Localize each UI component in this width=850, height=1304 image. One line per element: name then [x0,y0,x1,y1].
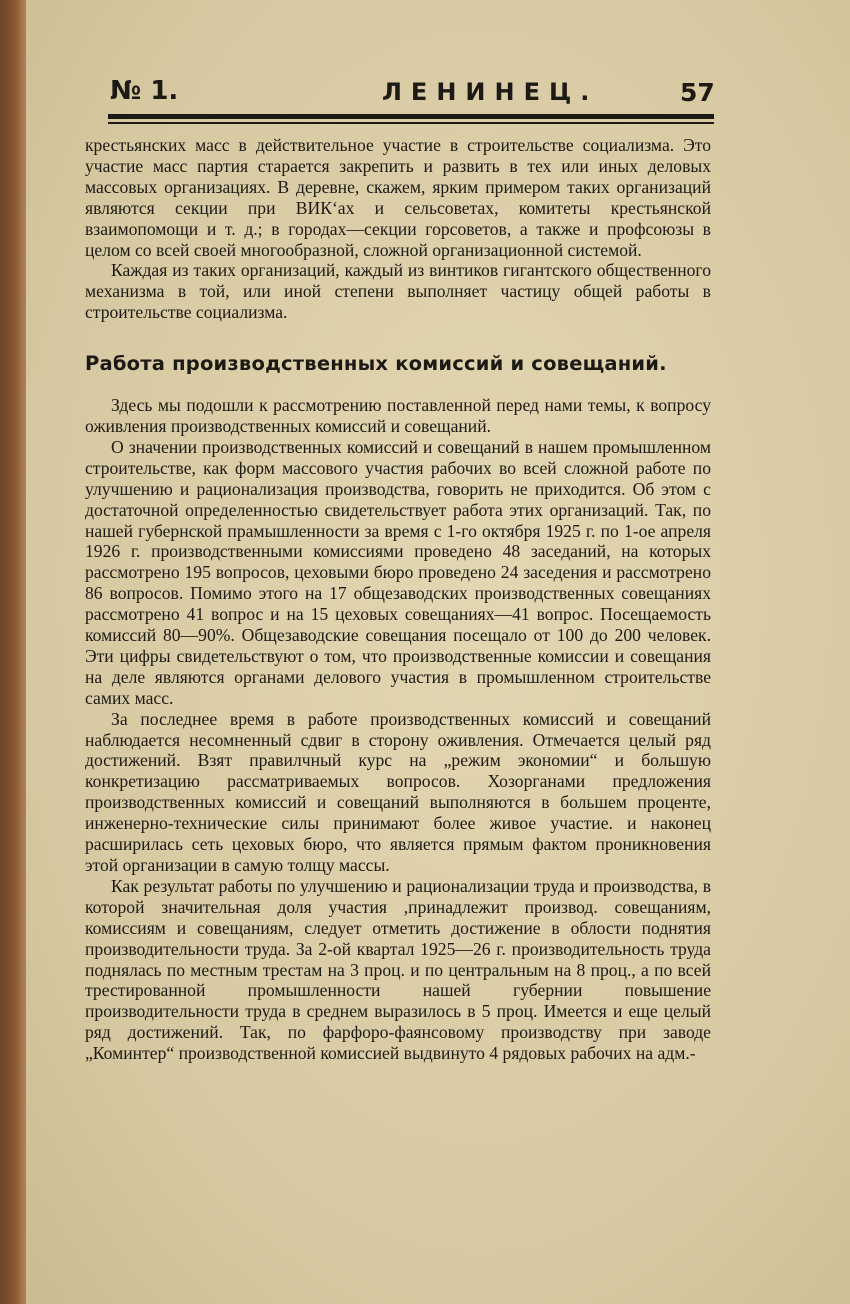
page-header [110,72,715,116]
paragraph: О значении производственных комиссий и совещаний в нашем промышленном строительстве, как форм массового участия рабочих во всей сложной работе по улучшению и рационализация производства, говорить не приходится. Об этом с достаточной определенностью свидетельствует работа этих организаций. Так, по нашей губернской прамышленности за время с 1-го октября 1925 г. по 1-ое апреля 1926 г. производственными комиссиями проведено 48 заседаний, на которых рассмотрено 195 вопросов, цеховыми бюро проведено 24 заседения и рассмотрено 86 вопросов. Помимо этого на 17 общезаводских производственных совещаниях рассмотрено 41 вопрос и на 15 цеховых совещаниях—41 вопрос. Посещаемость комиссий 80—90%. Общезаводские совещания посещало от 100 до 200 человек. Эти цифры свидетельствуют о том, что производственные комиссии и совещания на деле являются органами делового участия в промышленном строительстве самих масс. [85,436,711,708]
header-rule-thin [108,122,714,124]
issue-number: № 1. [110,76,179,106]
book-spine [0,0,26,1304]
journal-title: ЛЕНИНЕЦ. [382,78,599,106]
paragraph: крестьянских масс в действительное участие в строительстве социализма. Это участие масс партия старается закрепить и развить в тех или иных деловых массовых организациях. В деревне, скажем, ярким примером таких организаций являются секции при ВИК‘ах и сельсоветах, комитеты крестьянской взаимопомощи и т. д.; в городах—секции горсоветов, а также и профсоюзы в целом со всей своей многообразной, сложной организационной системой. [85,135,711,260]
paragraph: Каждая из таких организаций, каждый из винтиков гигантского общественного механизма в той, или иной степени выполняет частицу общей работы в строительстве социализма. [85,260,711,323]
page [26,0,850,1304]
article-body [85,135,711,1064]
paragraph: Как результат работы по улучшению и рационализации труда и производства, в которой значительная доля участия ,принадлежит производ. совещаниям, комиссиям и совещаниям, следует отметить достижение в облости поднятия производительности труда. За 2-ой квартал 1925—26 г. производительность труда поднялась по местным трестам на 3 проц. и по центральным на 8 проц., а по всей трестированной промышленности нашей губернии повышение производительности труда в среднем выразилось в 5 проц. Имеется и еще целый ряд достижений. Так, по фарфоро-фаянсовому производству при заводе „Коминтер“ производственной комиссией выдвинуто 4 рядовых рабочих на адм.- [85,875,711,1064]
section-heading: Работа производственных комиссий и совещаний. [85,352,667,376]
header-rule-thick [108,114,714,119]
page-number: 57 [680,78,715,107]
paragraph: Здесь мы подошли к рассмотрению поставленной перед нами темы, к вопросу оживления производственных комиссий и совещаний. [85,395,711,436]
paragraph: За последнее время в работе производственных комиссий и совещаний наблюдается несомненный сдвиг в сторону оживления. Отмечается целый ряд достижений. Взят правилчный курс на „режим экономии“ и большую конкретизацию рассматриваемых вопросов. Хозорганами предложения производственных комиссий и совещаний выполняются в большем проценте, инженерно-технические силы принимают более живое участие. и наконец расширилась сеть цеховых бюро, что является прямым фактом проникновения этой организации в самую толщу массы. [85,708,711,875]
